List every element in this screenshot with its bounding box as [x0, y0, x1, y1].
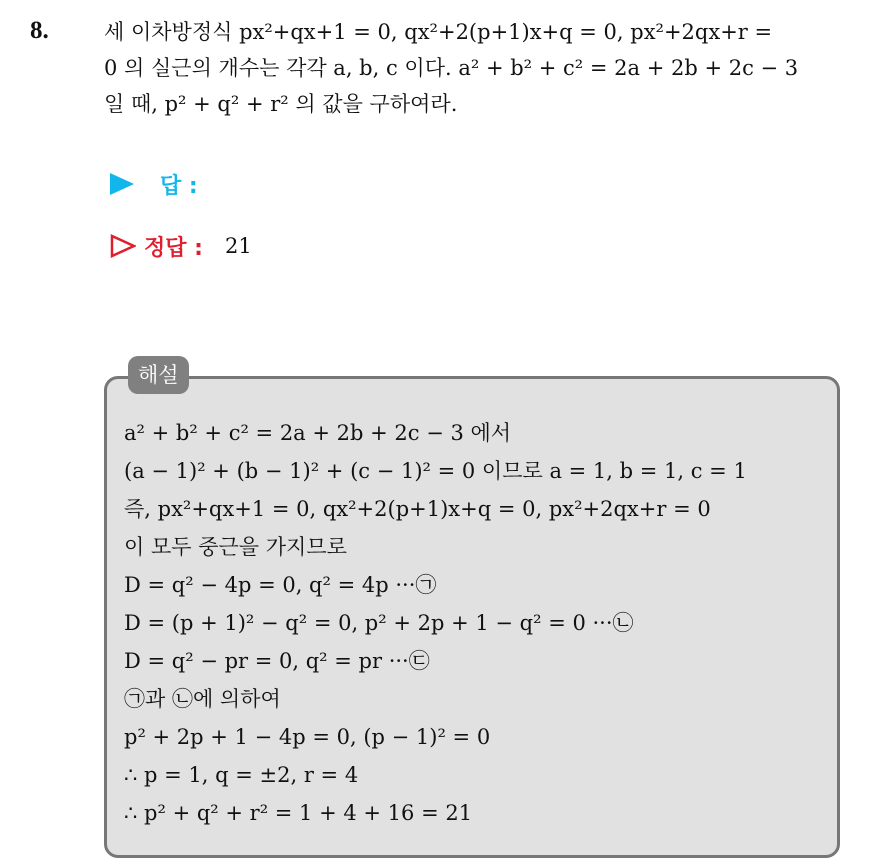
solution-line: (a − 1)² + (b − 1)² + (c − 1)² = 0 이므로 a = 1, b = 1, c = 1 — [124, 459, 747, 483]
solution-line: D = q² − pr = 0, q² = pr ···㉢ — [124, 649, 430, 673]
question-line: 0 의 실근의 개수는 각각 a, b, c 이다. a² + b² + c² = 2a + 2b + 2c − 3 — [104, 56, 799, 80]
question-line: 세 이차방정식 px²+qx+1 = 0, qx²+2(p+1)x+q = 0, px²+2qx+r = — [104, 20, 773, 44]
solution-line: ㉠과 ㉡에 의하여 — [124, 687, 281, 711]
solution-line: 이 모두 중근을 가지므로 — [124, 535, 347, 559]
solution-tab: 해설 — [128, 356, 189, 394]
answer-label: 답 : — [160, 173, 198, 199]
solution-lines — [124, 414, 834, 832]
solution-line: D = (p + 1)² − q² = 0, p² + 2p + 1 − q² = 0 ···㉡ — [124, 611, 634, 635]
solution-line: a² + b² + c² = 2a + 2b + 2c − 3 에서 — [124, 421, 512, 445]
question-line: 일 때, p² + q² + r² 의 값을 구하여라. — [104, 92, 458, 116]
correct-answer-label: 정답 : — [144, 235, 203, 261]
outline-triangle-icon — [110, 234, 136, 258]
solution-line: 즉, px²+qx+1 = 0, qx²+2(p+1)x+q = 0, px²+2qx+r = 0 — [124, 497, 711, 521]
play-triangle-icon — [110, 173, 134, 195]
question-text — [104, 14, 874, 122]
solution-line: ∴ p = 1, q = ±2, r = 4 — [124, 763, 359, 787]
question-number: 8. — [30, 17, 49, 44]
correct-answer-value: 21 — [224, 234, 252, 258]
solution-line: p² + 2p + 1 − 4p = 0, (p − 1)² = 0 — [124, 725, 491, 749]
solution-line: ∴ p² + q² + r² = 1 + 4 + 16 = 21 — [124, 801, 473, 825]
solution-line: D = q² − 4p = 0, q² = 4p ···㉠ — [124, 573, 437, 597]
correct-answer-row — [110, 228, 252, 264]
answer-row — [110, 166, 198, 202]
